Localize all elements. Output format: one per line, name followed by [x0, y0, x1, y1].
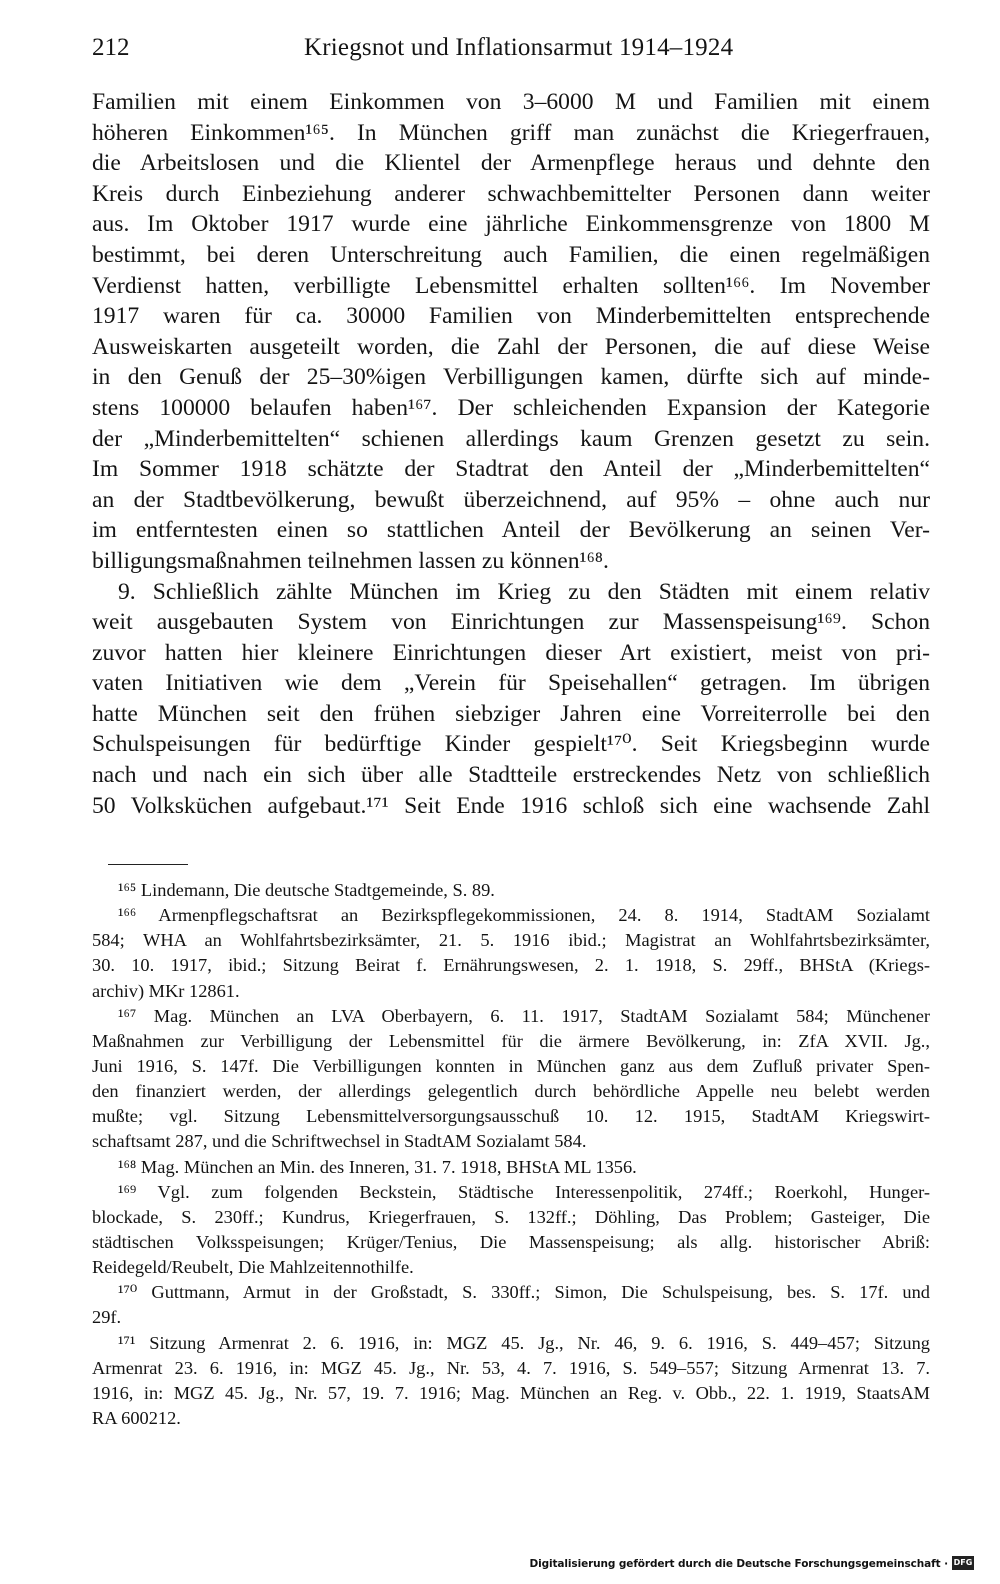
footnote-line: RA 600212.	[92, 1407, 181, 1428]
footnote-line: Juni 1916, S. 147f. Die Verbilligungen konnten in München ganz aus dem Zufluß privater Spen-	[92, 1055, 930, 1076]
footnote-line: 30. 10. 1917, ibid.; Sitzung Beirat f. Ernährungswesen, 2. 1. 1918, S. 29ff., BHStA (Kriegs-	[92, 955, 930, 976]
body-line: der „Minderbemittelten“ schienen allerdings kaum Grenzen gesetzt zu sein.	[92, 425, 930, 452]
footnote-line: 584; WHA an Wohlfahrtsbezirksämter, 21. 5. 1916 ibid.; Magistrat an Wohlfahrtsbezirksämter,	[92, 930, 930, 951]
body-line: Ausweiskarten ausgeteilt worden, die Zahl der Personen, die auf diese Weise	[92, 333, 930, 360]
footnote-line: Maßnahmen zur Verbilligung der Lebensmittel für die ärmere Bevölkerung, in: ZfA XVII. Jg.,	[92, 1030, 930, 1051]
body-line: stens 100000 belaufen haben¹⁶⁷. Der schleichenden Expansion der Kategorie	[92, 394, 930, 421]
body-line: im entferntesten einen so stattlichen Anteil der Bevölkerung an seinen Ver-	[92, 517, 930, 544]
body-line: nach und nach ein sich über alle Stadtteile erstreckendes Netz von schließlich	[92, 762, 930, 789]
footnote-line: ¹⁷⁰ Guttmann, Armut in der Großstadt, S. 330ff.; Simon, Die Schulspeisung, bes. S. 17f. und	[118, 1282, 930, 1303]
footnote-line: Reidegeld/Reubelt, Die Mahlzeitennothilfe.	[92, 1257, 414, 1278]
footnote-line: 1916, in: MGZ 45. Jg., Nr. 57, 19. 7. 1916; Mag. München an Reg. v. Obb., 22. 1. 1919, StaatsAM	[92, 1382, 930, 1403]
body-line: 50 Volksküchen aufgebaut.¹⁷¹ Seit Ende 1916 schloß sich eine wachsende Zahl	[92, 792, 930, 819]
footnote-line: mußte; vgl. Sitzung Lebensmittelversorgungsausschuß 10. 12. 1915, StadtAM Kriegswirt-	[92, 1106, 930, 1127]
body-text	[92, 87, 930, 821]
body-line: in den Genuß der 25–30%igen Verbilligungen kamen, dürfte sich auf minde-	[92, 364, 930, 391]
body-line: Schulspeisungen für bedürftige Kinder gespielt¹⁷⁰. Seit Kriegsbeginn wurde	[92, 731, 930, 758]
footnote-line: ¹⁷¹ Sitzung Armenrat 2. 6. 1916, in: MGZ 45. Jg., Nr. 46, 9. 6. 1916, S. 449–457; Sitzung	[118, 1332, 930, 1353]
footnote-line: schaftsamt 287, und die Schriftwechsel in StadtAM Sozialamt 584.	[92, 1131, 587, 1152]
page-number: 212	[92, 34, 130, 61]
footnote-line: den finanziert werden, der allerdings gelegentlich durch behördliche Appelle neu belebt werden	[92, 1081, 930, 1102]
footnote-line: ¹⁶⁵ Lindemann, Die deutsche Stadtgemeinde, S. 89.	[118, 880, 495, 900]
footnote-line: blockade, S. 230ff.; Kundrus, Kriegerfrauen, S. 132ff.; Döhling, Das Problem; Gasteiger, Die	[92, 1206, 930, 1227]
body-line: 9. Schließlich zählte München im Krieg zu den Städten mit einem relativ	[118, 578, 930, 605]
body-line: vaten Initiativen wie dem „Verein für Speisehallen“ getragen. Im übrigen	[92, 670, 930, 697]
digitization-credit: Digitalisierung gefördert durch die Deutsche Forschungsgemeinschaft ·	[529, 1558, 948, 1570]
body-line: aus. Im Oktober 1917 wurde eine jährliche Einkommensgrenze von 1800 M	[92, 211, 930, 238]
footnote-separator	[108, 864, 188, 865]
body-line: Familien mit einem Einkommen von 3–6000 M und Familien mit einem	[92, 89, 930, 115]
footnote-line: ¹⁶⁹ Vgl. zum folgenden Beckstein, Städtische Interessenpolitik, 274ff.; Roerkohl, Hunger-	[118, 1181, 930, 1202]
dfg-logo: DFG	[952, 1556, 974, 1570]
running-title: Kriegsnot und Inflationsarmut 1914–1924	[304, 34, 734, 61]
body-line: hatte München seit den frühen siebziger Jahren eine Vorreiterrolle bei den	[92, 700, 930, 727]
body-line: Kreis durch Einbeziehung anderer schwachbemittelter Personen dann weiter	[92, 180, 930, 207]
footnote-line: städtischen Volksspeisungen; Krüger/Tenius, Die Massenspeisung; als allg. historischer Abriß:	[92, 1231, 930, 1252]
footnote-line: ¹⁶⁸ Mag. München an Min. des Inneren, 31. 7. 1918, BHStA ML 1356.	[118, 1156, 637, 1177]
body-line: 1917 waren für ca. 30000 Familien von Minderbemittelten entsprechende	[92, 303, 930, 330]
footnote-line: ¹⁶⁷ Mag. München an LVA Oberbayern, 6. 11. 1917, StadtAM Sozialamt 584; Münchener	[118, 1005, 930, 1026]
body-line: weit ausgebauten System von Einrichtungen zur Massenspeisung¹⁶⁹. Schon	[92, 609, 930, 636]
body-line: zuvor hatten hier kleinere Einrichtungen dieser Art existiert, meist von pri-	[92, 639, 930, 666]
body-line: bestimmt, bei deren Unterschreitung auch Familien, die einen regelmäßigen	[92, 241, 930, 268]
body-line: die Arbeitslosen und die Klientel der Armenpflege heraus und dehnte den	[92, 150, 930, 177]
body-line: Verdienst hatten, verbilligte Lebensmittel erhalten sollten¹⁶⁶. Im November	[92, 272, 930, 299]
footnote-line: archiv) MKr 12861.	[92, 980, 240, 1001]
footnote-line: ¹⁶⁶ Armenpflegschaftsrat an Bezirkspflegekommissionen, 24. 8. 1914, StadtAM Sozialamt	[118, 905, 930, 926]
footnotes	[92, 878, 930, 1431]
body-line: billigungsmaßnahmen teilnehmen lassen zu können¹⁶⁸.	[92, 547, 609, 574]
body-line: höheren Einkommen¹⁶⁵. In München griff man zunächst die Kriegerfrauen,	[92, 119, 930, 146]
body-line: an der Stadtbevölkerung, bewußt überzeichnend, auf 95% – ohne auch nur	[92, 486, 930, 513]
body-line: Im Sommer 1918 schätzte der Stadtrat den Anteil der „Minderbemittelten“	[92, 456, 930, 483]
footnote-line: 29f.	[92, 1307, 122, 1328]
page-header	[92, 28, 924, 68]
footnote-line: Armenrat 23. 6. 1916, in: MGZ 45. Jg., Nr. 53, 4. 7. 1916, S. 549–557; Sitzung Armenrat 13. 7.	[92, 1357, 930, 1378]
